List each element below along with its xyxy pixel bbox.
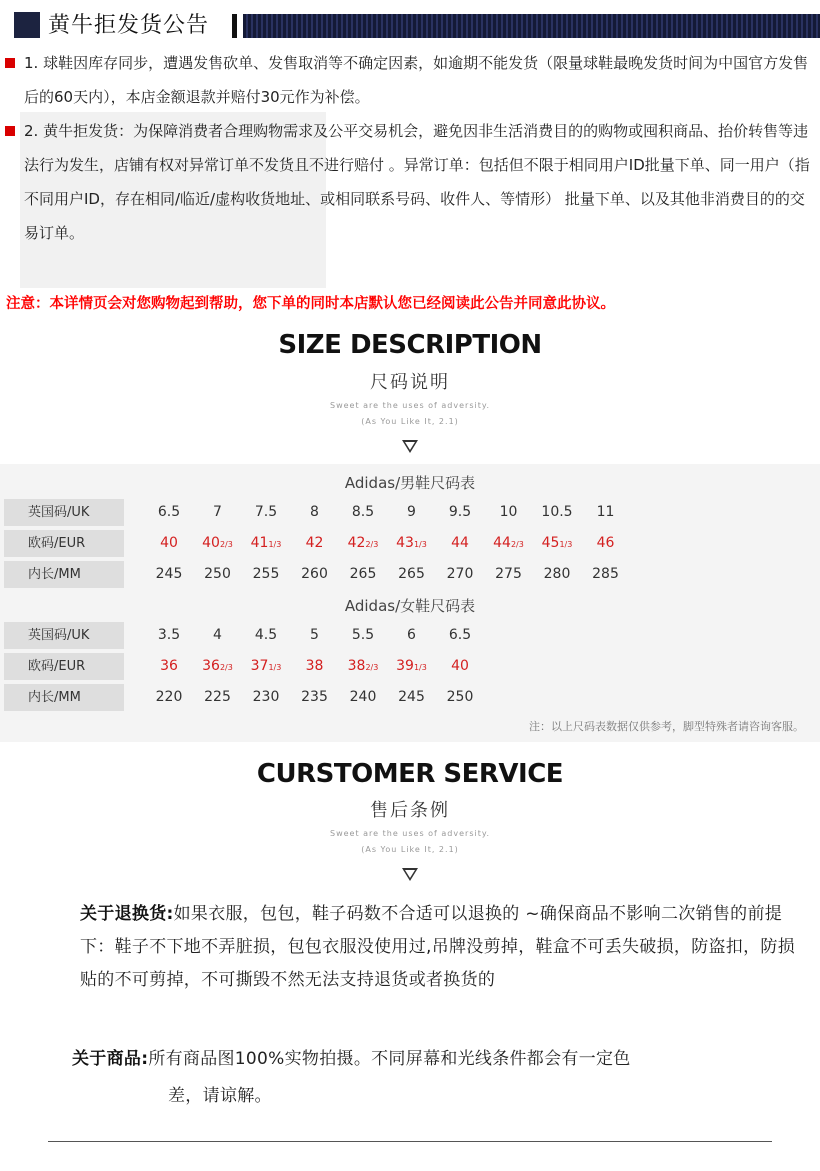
return-text: 如果衣服，包包，鞋子码数不合适可以退换的 ~确保商品不影响二次销售的前提下：鞋子不下地不弄脏损，包包衣服没使用过,吊牌没剪掉，鞋盒不可丢失破损，防盗扣，防损贴的不可剪掉，不可撕毁不然无法支持退货或者换货的	[80, 904, 796, 990]
row-label: 内长/MM	[4, 684, 124, 711]
size-cell: 7.5	[254, 504, 278, 520]
size-cell: 4.5	[254, 627, 278, 643]
size-table-block	[0, 464, 820, 742]
service-section-subtitle: 售后条例	[370, 800, 450, 821]
down-triangle-icon	[402, 868, 418, 881]
size-cell: 391/3	[396, 658, 427, 674]
size-cell: 422/3	[347, 535, 379, 551]
size-cell: 36	[160, 658, 178, 674]
row-label: 欧码/EUR	[4, 653, 124, 680]
size-cell: 230	[252, 689, 280, 705]
service-quote-line1: Sweet are the uses of adversity.	[329, 829, 490, 838]
size-cell: 220	[155, 689, 183, 705]
men-row-eur	[4, 530, 816, 557]
men-row-mm	[4, 561, 816, 588]
size-cell: 245	[398, 689, 425, 705]
size-cell: 5	[310, 627, 319, 643]
return-policy	[80, 898, 800, 997]
size-section-subtitle: 尺码说明	[370, 372, 450, 393]
size-cell: 9	[407, 504, 416, 520]
size-cell: 40	[160, 535, 178, 551]
size-cell: 7	[213, 504, 222, 520]
row-label: 英国码/UK	[4, 622, 124, 649]
size-cell: 250	[204, 566, 231, 582]
header-square-icon	[14, 12, 40, 38]
service-quote-line2: (As You Like It, 2.1)	[361, 845, 459, 854]
size-cell: 6.5	[157, 504, 181, 520]
size-cell: 225	[204, 689, 231, 705]
women-row-uk	[4, 622, 816, 649]
goods-text-line1: 所有商品图100%实物拍摄。不同屏幕和光线条件都会有一定色	[148, 1049, 631, 1069]
size-cell: 411/3	[250, 535, 282, 551]
warning-note: 注意：本详情页会对您购物起到帮助，您下单的同时本店默认您已经阅读此公告并同意此协议。	[6, 296, 615, 312]
size-cell: 260	[301, 566, 328, 582]
size-cell: 402/3	[202, 535, 233, 551]
size-cell: 10	[499, 504, 518, 520]
size-cell: 6	[407, 627, 416, 643]
size-cell: 280	[543, 566, 571, 582]
size-cell: 9.5	[448, 504, 472, 520]
size-cell: 46	[596, 535, 615, 551]
size-cell: 362/3	[202, 658, 233, 674]
notice-2: 2. 黄牛拒发货：为保障消费者合理购物需求及公平交易机会，避免因非生活消费目的的购物或囤积商品、抬价转售等违法行为发生，店铺有权对异常订单不发货且不进行赔付 。异常订单：包括但不限于相同用户ID批量下单、同一用户（指不同用户ID，存在相同/临近/虚构收货地址、或相同联系号码、收件人、等情形） 批量下单、以及其他非消费目的的交易订单。	[24, 122, 810, 242]
men-table-caption: Adidas/男鞋尺码表	[344, 474, 476, 492]
header-divider	[232, 14, 237, 38]
size-cell: 44	[451, 535, 469, 551]
size-disclaimer: 注：以上尺码表数据仅供参考，脚型特殊者请咨询客服。	[529, 720, 804, 733]
row-label: 欧码/EUR	[4, 530, 124, 557]
notice-1: 1. 球鞋因库存同步，遭遇发售砍单、发售取消等不确定因素，如逾期不能发货（限量球鞋最晚发货时间为中国官方发售后的60天内），本店金额退款并赔付30元作为补偿。	[24, 54, 809, 106]
size-cell: 6.5	[448, 627, 472, 643]
size-cell: 8	[310, 504, 319, 520]
size-cell: 431/3	[396, 535, 427, 551]
size-cell: 245	[155, 566, 183, 582]
bullet-icon	[5, 126, 15, 136]
size-cell: 11	[596, 504, 615, 520]
size-cell: 255	[252, 566, 280, 582]
size-section-title: SIZE DESCRIPTION	[278, 330, 542, 360]
header-band	[243, 14, 820, 38]
women-table-caption: Adidas/女鞋尺码表	[344, 597, 476, 615]
size-cell: 5.5	[351, 627, 375, 643]
size-cell: 371/3	[250, 658, 282, 674]
header-title: 黄牛拒发货公告	[48, 13, 210, 38]
size-cell: 3.5	[157, 627, 181, 643]
size-quote-line2: (As You Like It, 2.1)	[361, 417, 459, 426]
size-cell: 38	[305, 658, 324, 674]
size-cell: 42	[305, 535, 324, 551]
goods-policy	[72, 1043, 772, 1076]
men-row-uk	[4, 499, 816, 526]
women-row-mm	[4, 684, 816, 711]
bullet-icon	[5, 58, 15, 68]
size-cell: 382/3	[347, 658, 379, 674]
size-cell: 10.5	[541, 504, 573, 520]
down-triangle-icon	[402, 440, 418, 453]
size-cell: 40	[451, 658, 469, 674]
size-cell: 275	[495, 566, 522, 582]
size-cell: 4	[213, 627, 222, 643]
announcement-header	[0, 0, 820, 50]
size-cell: 250	[446, 689, 474, 705]
size-cell: 285	[592, 566, 619, 582]
goods-label: 关于商品:	[72, 1049, 149, 1069]
size-quote-line1: Sweet are the uses of adversity.	[329, 401, 490, 410]
size-cell: 240	[349, 689, 377, 705]
size-cell: 270	[446, 566, 474, 582]
size-cell: 442/3	[493, 535, 524, 551]
size-cell: 451/3	[541, 535, 573, 551]
women-row-eur	[4, 653, 816, 680]
size-cell: 235	[301, 689, 328, 705]
size-cell: 265	[349, 566, 377, 582]
service-section-title: CURSTOMER SERVICE	[256, 759, 564, 789]
bottom-divider	[48, 1141, 772, 1142]
return-label: 关于退换货:	[80, 904, 174, 924]
size-cell: 8.5	[351, 504, 375, 520]
goods-text-continued: 差，请谅解。	[168, 1086, 272, 1106]
row-label: 英国码/UK	[4, 499, 124, 526]
row-label: 内长/MM	[4, 561, 124, 588]
size-cell: 265	[398, 566, 425, 582]
